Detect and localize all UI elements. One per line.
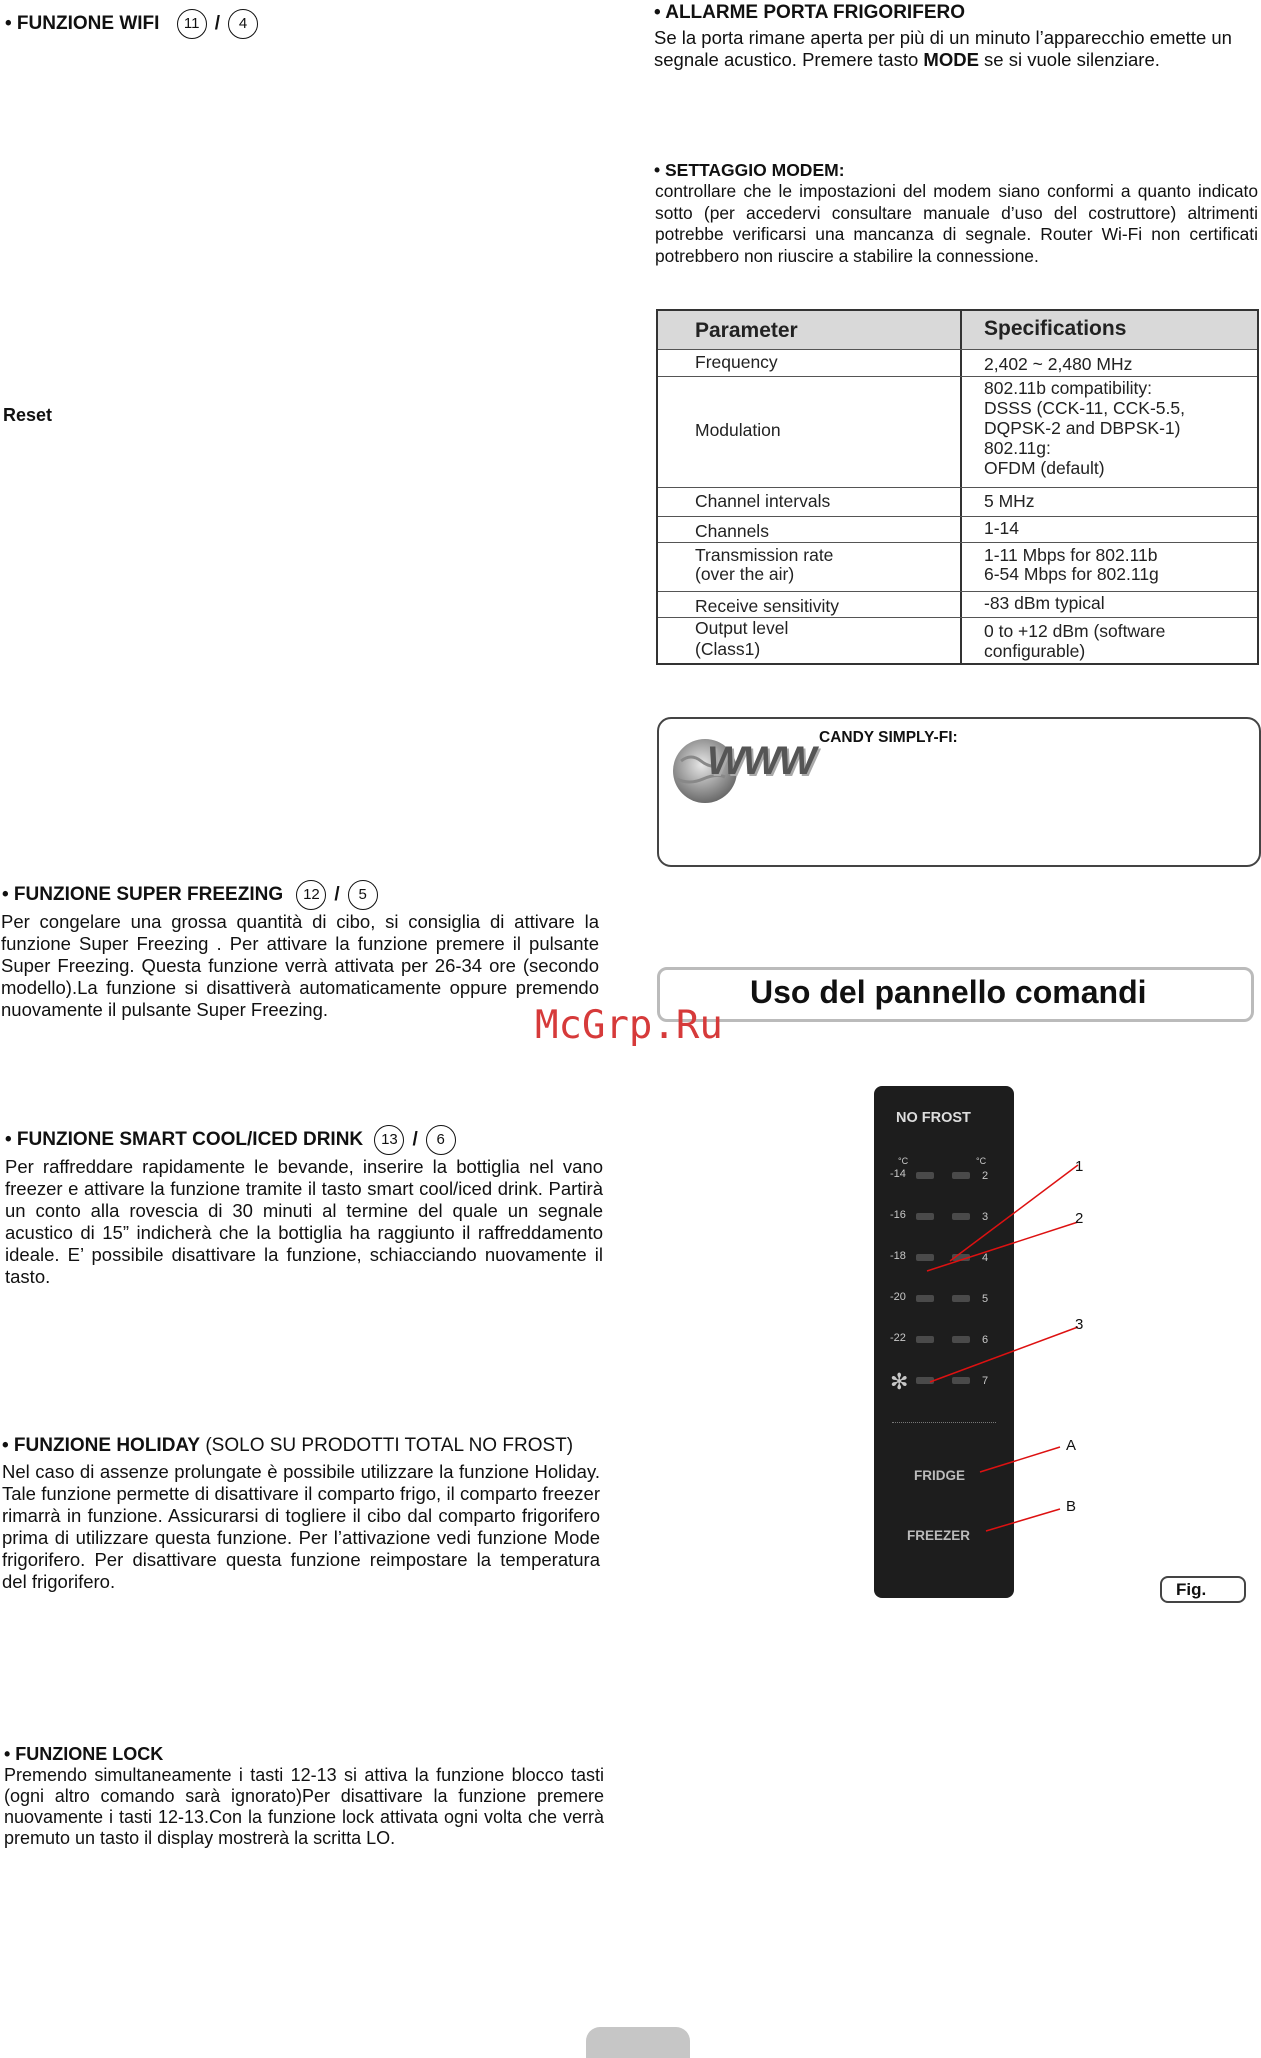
callout-label-b: B	[1066, 1498, 1077, 1515]
panel-title-box	[657, 967, 1254, 1022]
freezer-temp-label: -18	[890, 1250, 906, 1262]
button-ref-13: 13	[374, 1125, 404, 1155]
callout-line-b	[986, 1509, 1060, 1531]
figure-label: Fig.	[1160, 1576, 1246, 1603]
row-param: Channel intervals	[695, 491, 831, 511]
modem-text: controllare che le impostazioni del modem siano conformi a quanto indicato sotto (per accedervi consultare manuale d’uso del costruttore) altrimenti potrebbe verificarsi una mancanza di segnale. Router Wi-Fi non certificati potrebbero non riuscire a stabilire la connessione.	[655, 181, 1258, 266]
table-row	[658, 487, 1257, 488]
row-spec: 0 to +12 dBm (software configurable)	[984, 621, 1166, 661]
modem-title: • SETTAGGIO MODEM:	[654, 160, 845, 180]
callout-label-1: 1	[1075, 1158, 1084, 1175]
row-spec: 802.11b compatibility: DSSS (CCK-11, CCK-5.5, DQPSK-2 and DBPSK-1) 802.11g: OFDM (default)	[984, 378, 1185, 478]
wifi-spec-table	[656, 309, 1259, 665]
fridge-temp-label: 5	[982, 1293, 989, 1305]
row-spec: -83 dBm typical	[984, 593, 1105, 613]
unit-right: °C	[976, 1156, 987, 1166]
wifi-heading	[5, 9, 258, 39]
callout-line-3	[930, 1327, 1078, 1382]
smart-cool-title: • FUNZIONE SMART COOL/ICED DRINK	[5, 1129, 364, 1151]
separator: /	[412, 1129, 418, 1151]
callout-line-1	[950, 1165, 1078, 1261]
panel-title: Uso del pannello comandi	[750, 974, 1147, 1010]
callout-label-3: 3	[1075, 1316, 1084, 1333]
fridge-temp-label: 2	[982, 1170, 989, 1182]
table-row	[658, 376, 1257, 377]
fridge-button[interactable]: FRIDGE	[914, 1468, 966, 1483]
fridge-temp-label: 3	[982, 1211, 989, 1223]
row-spec: 5 MHz	[984, 491, 1035, 511]
button-ref-12: 12	[296, 880, 326, 910]
header-specifications: Specifications	[984, 317, 1127, 340]
header-parameter: Parameter	[695, 319, 798, 342]
row-spec: 2,402 ~ 2,480 MHz	[984, 354, 1133, 374]
row-param: Channels	[695, 521, 769, 541]
fridge-temp-label: 6	[982, 1334, 989, 1346]
smart-cool-text: Per raffreddare rapidamente le bevande, inserire la bottiglia nel vano freezer e attivare la funzione tramite il tasto smart cool/iced drink. Partirà un conto alla rovescia di 30 minuti al termine del quale un segnale acustico di 15” indicherà che la bottiglia ha raggiunto il raffreddamento ideale. E’ possibile disattivare la funzione, schiacciando nuovamente il tasto.	[5, 1156, 603, 1287]
fridge-temp-label: 4	[982, 1252, 989, 1264]
www-globe-icon	[659, 727, 815, 807]
table-row	[658, 349, 1257, 350]
row-param: Frequency	[695, 352, 778, 372]
row-param: Output level (Class1)	[695, 618, 789, 659]
row-param: Receive sensitivity	[695, 596, 839, 616]
freezer-temp-label: -20	[890, 1291, 906, 1303]
simply-fi-title: CANDY SIMPLY-FI:	[819, 729, 958, 746]
freezer-temp-label: -14	[890, 1168, 906, 1180]
freezer-temp-label: -22	[890, 1332, 906, 1344]
button-ref-11: 11	[177, 9, 207, 39]
fridge-temp-label: 7	[982, 1375, 989, 1387]
holiday-title: • FUNZIONE HOLIDAY	[2, 1435, 201, 1456]
snowflake-icon: ✻	[890, 1369, 909, 1394]
unit-left: °C	[898, 1156, 909, 1166]
holiday-heading	[2, 1435, 573, 1457]
row-param: Modulation	[695, 420, 781, 440]
separator: /	[334, 884, 340, 906]
lock-text: Premendo simultaneamente i tasti 12-13 si attiva la funzione blocco tasti (ogni altro comando sarà ignorato)Per disattivare la funzione premere nuovamente i tasti 12-13.Con la funzione lock attivata ogni volta che verrà premuto un tasto il display mostrerà la scritta LO.	[4, 1765, 604, 1848]
brand-label: NO FROST	[896, 1110, 971, 1126]
callout-label-a: A	[1066, 1437, 1077, 1454]
simply-fi-box	[657, 717, 1261, 867]
reset-label: Reset	[3, 405, 53, 425]
callout-label-2: 2	[1075, 1210, 1084, 1227]
display-ref-6: 6	[426, 1125, 456, 1155]
table-row	[658, 542, 1257, 543]
wifi-title: • FUNZIONE WIFI	[5, 13, 160, 35]
alarm-text: Se la porta rimane aperta per più di un minuto l’apparecchio emette un segnale acustico. Premere tasto MODE se si vuole silenziare.	[654, 27, 1232, 70]
watermark: McGrp.Ru	[535, 1003, 723, 1048]
display-ref-5: 5	[348, 880, 378, 910]
www-logo-text: WWW	[707, 739, 815, 783]
callout-line-a	[980, 1447, 1060, 1472]
display-ref-4: 4	[228, 9, 258, 39]
super-freezing-heading	[2, 880, 378, 910]
freezer-temp-label: -16	[890, 1209, 906, 1221]
super-freezing-title: • FUNZIONE SUPER FREEZING	[2, 884, 284, 906]
table-row	[658, 591, 1257, 592]
freezer-button[interactable]: FREEZER	[907, 1528, 971, 1543]
lock-title: • FUNZIONE LOCK	[4, 1744, 164, 1764]
super-freezing-text: Per congelare una grossa quantità di cibo, si consiglia di attivare la funzione Super Freezing . Per attivare la funzione premere il pulsante Super Freezing. Questa funzione verrà attivata per 26-34 ore (secondo modello).La funzione si disattiverà automaticamente oppure premendo nuovamente il pulsante Super Freezing.	[1, 911, 599, 1020]
smart-cool-heading	[5, 1125, 456, 1155]
separator: /	[214, 13, 220, 35]
row-spec: 1-11 Mbps for 802.11b 6-54 Mbps for 802.11g	[984, 545, 1159, 584]
row-param: Transmission rate (over the air)	[695, 545, 834, 584]
alarm-title: • ALLARME PORTA FRIGORIFERO	[654, 2, 965, 23]
holiday-text: Nel caso di assenze prolungate è possibile utilizzare la funzione Holiday. Tale funzione permette di disattivare il comparto frigo, il comparto freezer rimarrà in funzione. Assicurarsi di togliere il cibo dal comparto frigorifero prima di utilizzare questa funzione. Per l’attivazione vedi funzione Mode frigorifero. Per disattivare questa funzione reimpostare la temperatura del frigorifero.	[2, 1461, 600, 1592]
holiday-note: (SOLO SU PRODOTTI TOTAL NO FROST)	[200, 1435, 574, 1456]
callout-line-2	[927, 1222, 1078, 1271]
row-spec: 1-14	[984, 518, 1020, 538]
table-row	[658, 516, 1257, 517]
page-number-tab	[586, 2027, 690, 2058]
